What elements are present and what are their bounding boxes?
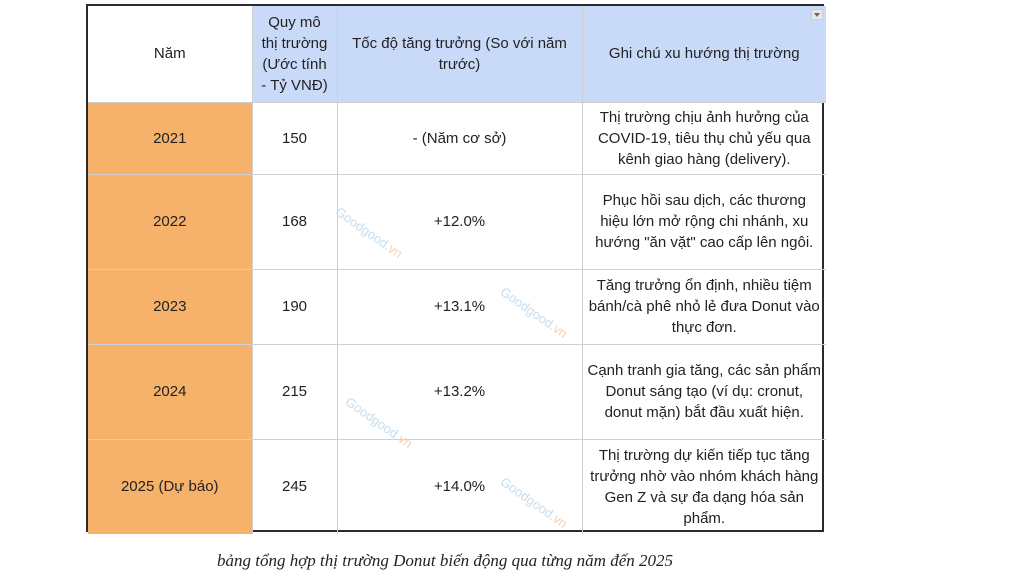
cell-trend-note[interactable]: Thị trường dự kiến tiếp tục tăng trưởng nhờ vào nhóm khách hàng Gen Z và sự đa dạng hóa sản phẩm.: [582, 439, 826, 534]
cell-trend-note[interactable]: Cạnh tranh gia tăng, các sản phẩm Donut sáng tạo (ví dụ: cronut, donut mặn) bắt đầu xuất hiện.: [582, 344, 826, 439]
header-growth-rate[interactable]: Tốc độ tăng trưởng (So với năm trước): [337, 6, 582, 102]
cell-trend-note[interactable]: Thị trường chịu ảnh hưởng của COVID-19, tiêu thụ chủ yếu qua kênh giao hàng (delivery).: [582, 102, 826, 174]
cell-market-size[interactable]: 245: [252, 439, 337, 534]
table-row: [88, 102, 826, 174]
donut-market-table: [88, 6, 826, 534]
cell-trend-note[interactable]: Tăng trưởng ổn định, nhiều tiệm bánh/cà phê nhỏ lẻ đưa Donut vào thực đơn.: [582, 269, 826, 344]
watermark-main: Goodgood: [497, 283, 557, 332]
cell-growth-rate[interactable]: +13.2%: [337, 344, 582, 439]
cell-growth-rate[interactable]: - (Năm cơ sở): [337, 102, 582, 174]
header-trend-notes-label: Ghi chú xu hướng thị trường: [608, 45, 800, 63]
filter-dropdown-icon[interactable]: [811, 9, 823, 20]
cell-year[interactable]: 2025 (Dự báo): [88, 439, 252, 534]
cell-year[interactable]: 2023: [88, 269, 252, 344]
cell-growth-rate[interactable]: +13.1%: [337, 269, 582, 344]
cell-market-size[interactable]: 215: [252, 344, 337, 439]
cell-market-size[interactable]: 190: [252, 269, 337, 344]
watermark-main: Goodgood: [497, 473, 557, 522]
market-table-container: [86, 4, 824, 532]
table-caption: bảng tổng hợp thị trường Donut biến động qua từng năm đến 2025: [216, 551, 673, 570]
table-row: [88, 344, 826, 439]
cell-market-size[interactable]: 168: [252, 174, 337, 269]
cell-market-size[interactable]: 150: [252, 102, 337, 174]
cell-growth-rate[interactable]: +14.0%: [337, 439, 582, 534]
header-market-size[interactable]: Quy mô thị trường (Ước tính - Tỷ VNĐ): [252, 6, 337, 102]
cell-year[interactable]: 2021: [88, 102, 252, 174]
table-row: [88, 269, 826, 344]
header-row: [88, 6, 826, 102]
cell-year[interactable]: 2024: [88, 344, 252, 439]
watermark-suffix: .vn: [547, 508, 571, 532]
header-year[interactable]: Năm: [88, 6, 252, 102]
cell-growth-rate[interactable]: +12.0%: [337, 174, 582, 269]
watermark-suffix: .vn: [392, 428, 416, 452]
table-row: [88, 439, 826, 534]
watermark-suffix: .vn: [547, 318, 571, 342]
table-row: [88, 174, 826, 269]
cell-trend-note[interactable]: Phục hồi sau dịch, các thương hiệu lớn mở rộng chi nhánh, xu hướng "ăn vặt" cao cấp lên ngôi.: [582, 174, 826, 269]
watermark-suffix: .vn: [382, 238, 406, 262]
watermark-main: Goodgood: [342, 393, 402, 442]
header-trend-notes[interactable]: [582, 6, 826, 102]
cell-year[interactable]: 2022: [88, 174, 252, 269]
watermark-main: Goodgood: [332, 203, 392, 252]
